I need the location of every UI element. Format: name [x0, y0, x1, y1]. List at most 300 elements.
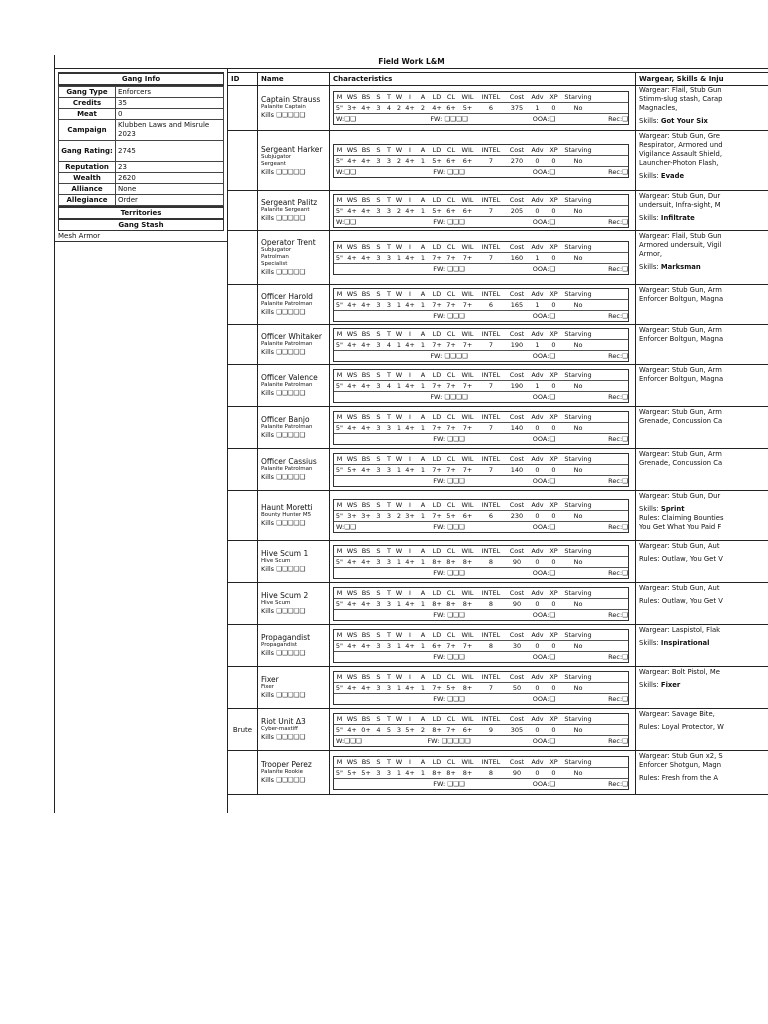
stat-label: WS [346, 412, 358, 421]
stat-label: INTEL [481, 500, 501, 509]
fighter-name-cell [258, 709, 330, 750]
stat-label: W [395, 289, 403, 298]
fighter-name-cell [258, 191, 330, 230]
stat-value: 90 [512, 557, 522, 566]
out-of-action: OOA:❑ [532, 779, 556, 788]
stat-value: No [573, 156, 583, 165]
stat-label: Cost [509, 370, 525, 379]
stat-value: 4+ [405, 103, 415, 112]
stat-value: 4+ [347, 206, 357, 215]
stat-value: 3 [386, 156, 392, 165]
stat-value: 0 [551, 683, 556, 692]
wargear-line: Enforcer Boltgun, Magna [639, 375, 724, 383]
stat-value: 4+ [361, 599, 371, 608]
stat-value: 4+ [361, 340, 371, 349]
stat-value: 4+ [347, 641, 357, 650]
wounds-boxes [334, 434, 394, 444]
fighter-id [228, 541, 258, 582]
stat-label: WIL [461, 500, 474, 509]
stat-value: 2 [420, 103, 426, 112]
stat-label: A [420, 630, 426, 639]
stat-value: 7+ [446, 340, 456, 349]
gang-info-key: Meat [59, 109, 116, 120]
stat-label: XP [549, 370, 558, 379]
fighter-characteristics [330, 709, 636, 750]
stat-value: 0 [551, 300, 556, 309]
recovery: Rec:❑ [608, 522, 628, 531]
stat-header-line [334, 588, 628, 598]
stat-value: No [573, 557, 583, 566]
skills-label: Skills: [639, 505, 661, 513]
stat-value: 5+ [432, 156, 442, 165]
stat-value: 7 [488, 423, 494, 432]
stat-label: WIL [461, 454, 474, 463]
stat-label: W [395, 195, 403, 204]
skills-value: Sprint [660, 505, 685, 513]
stat-value: 1 [396, 423, 402, 432]
fighter-kills: Kills ❑❑❑❑❑ [261, 167, 306, 176]
stat-label: Adv [531, 145, 544, 154]
stat-value: 7 [488, 156, 494, 165]
stat-label: W [395, 672, 403, 681]
stat-block [333, 194, 629, 228]
stat-label: WIL [461, 672, 474, 681]
stat-label: I [409, 195, 411, 204]
stat-value: 7+ [432, 340, 442, 349]
stat-label: WS [346, 242, 358, 251]
stat-block [333, 629, 629, 663]
stat-value: 5" [335, 465, 344, 474]
stat-label: M [336, 242, 343, 251]
stat-value: 8+ [462, 599, 473, 608]
stat-value: 1 [420, 511, 426, 520]
stat-value: 0 [551, 103, 556, 112]
fighter-name: Officer Banjo [261, 415, 310, 424]
stat-label: T [387, 757, 391, 766]
fighter-kills: Kills ❑❑❑❑❑ [261, 268, 306, 276]
wounds-boxes [334, 610, 394, 620]
gang-info-row [59, 141, 224, 162]
fighter-name-cell [258, 325, 330, 364]
stat-label: Adv [531, 370, 544, 379]
stat-value: No [573, 300, 583, 309]
stat-value: 5 [386, 725, 392, 734]
stat-value: 4+ [361, 300, 371, 309]
stat-value: 4+ [405, 206, 415, 215]
stat-value: 7+ [462, 340, 473, 349]
fighter-characteristics [330, 625, 636, 666]
stat-value: 6+ [446, 103, 456, 112]
stat-block [333, 545, 629, 579]
gang-info-row [59, 162, 224, 173]
stat-value: 4+ [361, 103, 371, 112]
stat-label: Adv [531, 329, 544, 338]
stat-header-line [334, 289, 628, 299]
fighter-name-cell [258, 231, 330, 284]
gang-info-key: Gang Type [59, 87, 116, 98]
fighter-wargear [636, 191, 768, 230]
stat-value: 3 [376, 557, 381, 566]
wounds-boxes [334, 351, 394, 361]
wounds-boxes: W:❑❑ [336, 522, 356, 531]
recovery: Rec:❑ [608, 610, 628, 619]
wargear-line: Wargear: Savage Bite, [639, 710, 715, 718]
stat-label: T [387, 500, 391, 509]
stat-label: INTEL [481, 630, 501, 639]
stat-value-line [334, 724, 628, 736]
stat-label: A [420, 195, 426, 204]
stat-value: 8+ [462, 768, 473, 777]
stat-header-line [334, 672, 628, 682]
fighter-wargear [636, 583, 768, 624]
wound-track-line [334, 114, 628, 124]
stat-label: I [409, 757, 411, 766]
fighter-kills: Kills ❑❑❑❑❑ [261, 776, 306, 784]
wargear-line: Grenade, Concussion Ca [639, 417, 723, 425]
skills-line [639, 214, 765, 223]
recovery: Rec:❑ [608, 351, 628, 360]
stat-label: WS [346, 714, 358, 723]
fighter-type: Bounty Hunter M5 [261, 512, 312, 518]
gang-info-row [59, 87, 224, 98]
stat-value: 5" [335, 381, 344, 390]
stat-value-line [334, 422, 628, 434]
wargear-line: Enforcer Shotgun, Magn [639, 761, 722, 769]
fighter-name-cell [258, 667, 330, 708]
fighter-name: Captain Strauss [261, 95, 321, 104]
gang-info-row [59, 109, 224, 120]
stat-label: T [387, 370, 391, 379]
stat-value: 5" [335, 156, 344, 165]
stat-value: 5" [335, 340, 344, 349]
skills-line [639, 505, 765, 514]
fighter-name-cell [258, 365, 330, 406]
stat-value: 7+ [446, 725, 456, 734]
stat-value: 2 [396, 206, 402, 215]
stat-value: 5+ [446, 511, 456, 520]
stat-label: T [387, 242, 391, 251]
stat-value: 4+ [347, 340, 357, 349]
stat-label: INTEL [481, 92, 501, 101]
stat-value: 1 [420, 465, 426, 474]
stat-label: A [420, 454, 426, 463]
fighter-name-cell [258, 541, 330, 582]
stat-value: 1 [396, 683, 402, 692]
stat-label: M [336, 630, 343, 639]
stat-label: WS [346, 370, 358, 379]
stat-value: 3 [376, 300, 381, 309]
fighter-name-cell [258, 751, 330, 794]
flesh-wounds: FW: ❑❑❑ [433, 311, 465, 320]
fighter-id [228, 191, 258, 230]
stat-label: LD [432, 588, 442, 597]
stat-label: WIL [461, 757, 474, 766]
stat-label: Cost [509, 588, 525, 597]
stat-label: CL [446, 588, 456, 597]
stat-label: INTEL [481, 370, 501, 379]
stat-value: 1 [420, 340, 426, 349]
out-of-action: OOA:❑ [532, 264, 556, 273]
stat-label: INTEL [481, 329, 501, 338]
stat-label: INTEL [481, 412, 501, 421]
stat-value: 205 [510, 206, 524, 215]
skills-value: Evade [660, 172, 685, 180]
wargear-line: Enforcer Boltgun, Magna [639, 335, 724, 343]
stat-label: I [409, 630, 411, 639]
stat-label: S [376, 757, 381, 766]
stat-value: 4+ [347, 725, 357, 734]
stat-label: INTEL [481, 546, 501, 555]
stat-value: 270 [510, 156, 524, 165]
stat-label: WIL [461, 289, 474, 298]
flesh-wounds: FW: ❑❑❑ [433, 568, 465, 577]
skills-label: Skills: [639, 681, 661, 689]
fighter-name-cell [258, 583, 330, 624]
stat-label: S [376, 195, 381, 204]
wargear-line: Wargear: Bolt Pistol, Me [639, 668, 720, 676]
fighter-kills: Kills ❑❑❑❑❑ [261, 519, 306, 527]
fighter-row [228, 231, 768, 285]
skills-value: Marksman [660, 263, 701, 271]
flesh-wounds: FW: ❑❑❑❑ [430, 351, 468, 360]
out-of-action: OOA:❑ [532, 736, 556, 745]
stat-label: Adv [531, 289, 544, 298]
fighter-wargear [636, 625, 768, 666]
stat-label: LD [432, 289, 442, 298]
fighter-name-cell [258, 85, 330, 130]
stat-label: INTEL [481, 145, 501, 154]
stat-label: S [376, 370, 381, 379]
out-of-action: OOA:❑ [532, 351, 556, 360]
stat-label: WS [346, 195, 358, 204]
stat-label: I [409, 588, 411, 597]
stat-value: 3 [386, 599, 392, 608]
stat-label: S [376, 672, 381, 681]
rules-line: Rules: Outlaw, You Get V [639, 597, 723, 605]
stat-value: 8+ [446, 599, 456, 608]
fighter-id [228, 285, 258, 324]
stat-value: 4+ [405, 300, 415, 309]
wounds-boxes [334, 476, 394, 486]
wargear-line: Armor, [639, 250, 663, 258]
stat-label: A [420, 672, 426, 681]
stat-value: 5" [335, 768, 344, 777]
recovery: Rec:❑ [608, 434, 628, 443]
fighter-row [228, 625, 768, 667]
stat-value: 5+ [405, 725, 415, 734]
fighter-kills: Kills ❑❑❑❑❑ [261, 348, 306, 356]
fighter-name: Officer Whitaker [261, 332, 322, 341]
stat-label: LD [432, 714, 442, 723]
out-of-action: OOA:❑ [532, 476, 556, 485]
stat-value: 3 [376, 340, 381, 349]
fighter-id [228, 667, 258, 708]
stat-label: Adv [531, 588, 544, 597]
fighter-kills: Kills ❑❑❑❑❑ [261, 691, 306, 699]
skills-line [639, 681, 765, 690]
stat-value: 4+ [361, 253, 371, 262]
stat-value: 4+ [361, 156, 371, 165]
stat-value: 4+ [405, 253, 415, 262]
gang-info-row [59, 173, 224, 184]
stat-value-line [334, 682, 628, 694]
stat-label: S [376, 412, 381, 421]
out-of-action: OOA:❑ [532, 652, 556, 661]
stat-value: 7+ [446, 465, 456, 474]
stat-value: 140 [510, 423, 524, 432]
wounds-boxes: W:❑❑ [336, 114, 356, 123]
stat-value: 8+ [432, 557, 442, 566]
stat-label: Cost [509, 329, 525, 338]
territories-header: Territories [58, 206, 224, 220]
fighter-row [228, 751, 768, 795]
gang-info-value: Enforcers [116, 87, 224, 98]
stat-label: LD [432, 546, 442, 555]
stat-label: BS [361, 242, 371, 251]
stat-label: WS [346, 145, 358, 154]
stat-value: 3 [376, 381, 381, 390]
stat-value: 3 [376, 156, 381, 165]
stat-label: S [376, 714, 381, 723]
gang-info-value: None [116, 184, 224, 195]
stat-block [333, 288, 629, 322]
fighter-name-cell [258, 625, 330, 666]
stat-value: 190 [510, 381, 524, 390]
stat-value-line [334, 339, 628, 351]
stat-value: 0 [535, 683, 540, 692]
stat-label: CL [446, 195, 456, 204]
stat-label: Cost [509, 454, 525, 463]
fighter-type: Palanite Captain [261, 104, 306, 110]
stat-value: 0 [551, 423, 556, 432]
fighter-name: Propagandist [261, 633, 311, 642]
fighter-name-cell [258, 285, 330, 324]
stat-value: 8+ [462, 557, 473, 566]
stat-label: WS [346, 588, 358, 597]
wargear-line: Magnacles, [639, 104, 678, 112]
stat-label: XP [549, 195, 558, 204]
stat-label: WIL [461, 630, 474, 639]
fighter-row [228, 667, 768, 709]
stat-label: A [420, 145, 426, 154]
stat-value: 4+ [405, 641, 415, 650]
stat-label: T [387, 714, 391, 723]
stat-value: 6+ [462, 156, 473, 165]
wargear-line: Wargear: Flail, Stub Gun [639, 232, 722, 240]
stat-value: 3 [376, 465, 381, 474]
skills-line [639, 172, 765, 181]
stat-value: 4+ [405, 423, 415, 432]
stat-label: WIL [461, 714, 474, 723]
stat-value-line [334, 155, 628, 167]
stat-value: 9 [488, 725, 494, 734]
stat-value: 4 [386, 340, 392, 349]
stat-block [333, 453, 629, 487]
stat-label: XP [549, 546, 558, 555]
flesh-wounds: FW: ❑❑❑ [433, 167, 465, 176]
col-name: Name [258, 73, 330, 85]
stat-label: WS [346, 500, 358, 509]
stat-label: S [376, 500, 381, 509]
stat-label: XP [549, 242, 558, 251]
stat-value: 3 [386, 300, 392, 309]
fighter-type: Palanite Sergeant [261, 207, 310, 213]
stat-header-line [334, 195, 628, 205]
flesh-wounds: FW: ❑❑❑ [433, 217, 465, 226]
flesh-wounds: FW: ❑❑❑ [433, 610, 465, 619]
stat-label: Starving [564, 370, 592, 379]
stat-value: 0 [551, 465, 556, 474]
stat-value: No [573, 423, 583, 432]
wounds-boxes: W:❑❑ [336, 167, 356, 176]
stat-label: Starving [564, 714, 592, 723]
stat-label: XP [549, 454, 558, 463]
stat-label: BS [361, 630, 371, 639]
stat-value: 230 [510, 511, 524, 520]
stat-label: I [409, 454, 411, 463]
fighter-name-cell [258, 407, 330, 448]
fighter-characteristics [330, 449, 636, 490]
fighter-id [228, 85, 258, 130]
stat-label: LD [432, 757, 442, 766]
stat-label: T [387, 630, 391, 639]
wound-track-line [334, 522, 628, 532]
stat-value: 7+ [432, 381, 442, 390]
recovery: Rec:❑ [608, 167, 628, 176]
stat-value: 7+ [432, 465, 442, 474]
stat-block [333, 144, 629, 178]
stat-label: Cost [509, 412, 525, 421]
stat-label: T [387, 195, 391, 204]
fighter-id [228, 325, 258, 364]
stat-label: INTEL [481, 714, 501, 723]
stat-value: 1 [535, 300, 540, 309]
stat-value: 5" [335, 103, 344, 112]
stat-value: 0 [535, 465, 540, 474]
stat-value: 4+ [361, 683, 371, 692]
fighter-characteristics [330, 751, 636, 794]
stat-label: BS [361, 289, 371, 298]
stat-value: 0 [535, 557, 540, 566]
stat-label: Starving [564, 92, 592, 101]
gang-info-key: Credits [59, 98, 116, 109]
stat-label: M [336, 757, 343, 766]
stat-label: I [409, 500, 411, 509]
fighter-kills: Kills ❑❑❑❑❑ [261, 431, 306, 439]
stat-label: BS [361, 92, 371, 101]
recovery: Rec:❑ [608, 568, 628, 577]
stat-value: 4 [386, 381, 392, 390]
stat-label: I [409, 289, 411, 298]
stat-value: 8+ [446, 557, 456, 566]
stat-header-line [334, 630, 628, 640]
stat-label: XP [549, 672, 558, 681]
wound-track-line [334, 217, 628, 227]
stat-label: CL [446, 412, 456, 421]
stat-value: 3 [396, 725, 402, 734]
stat-label: W [395, 242, 403, 251]
stat-label: Adv [531, 546, 544, 555]
stat-value: 4+ [347, 156, 357, 165]
stat-value: 7+ [432, 683, 442, 692]
stat-value: 8+ [432, 599, 442, 608]
flesh-wounds: FW: ❑❑❑❑ [430, 114, 468, 123]
stat-label: XP [549, 145, 558, 154]
wargear-line: Launcher-Photon Flash, [639, 159, 719, 167]
stat-label: Adv [531, 92, 544, 101]
stat-block [333, 587, 629, 621]
fighter-row [228, 407, 768, 449]
